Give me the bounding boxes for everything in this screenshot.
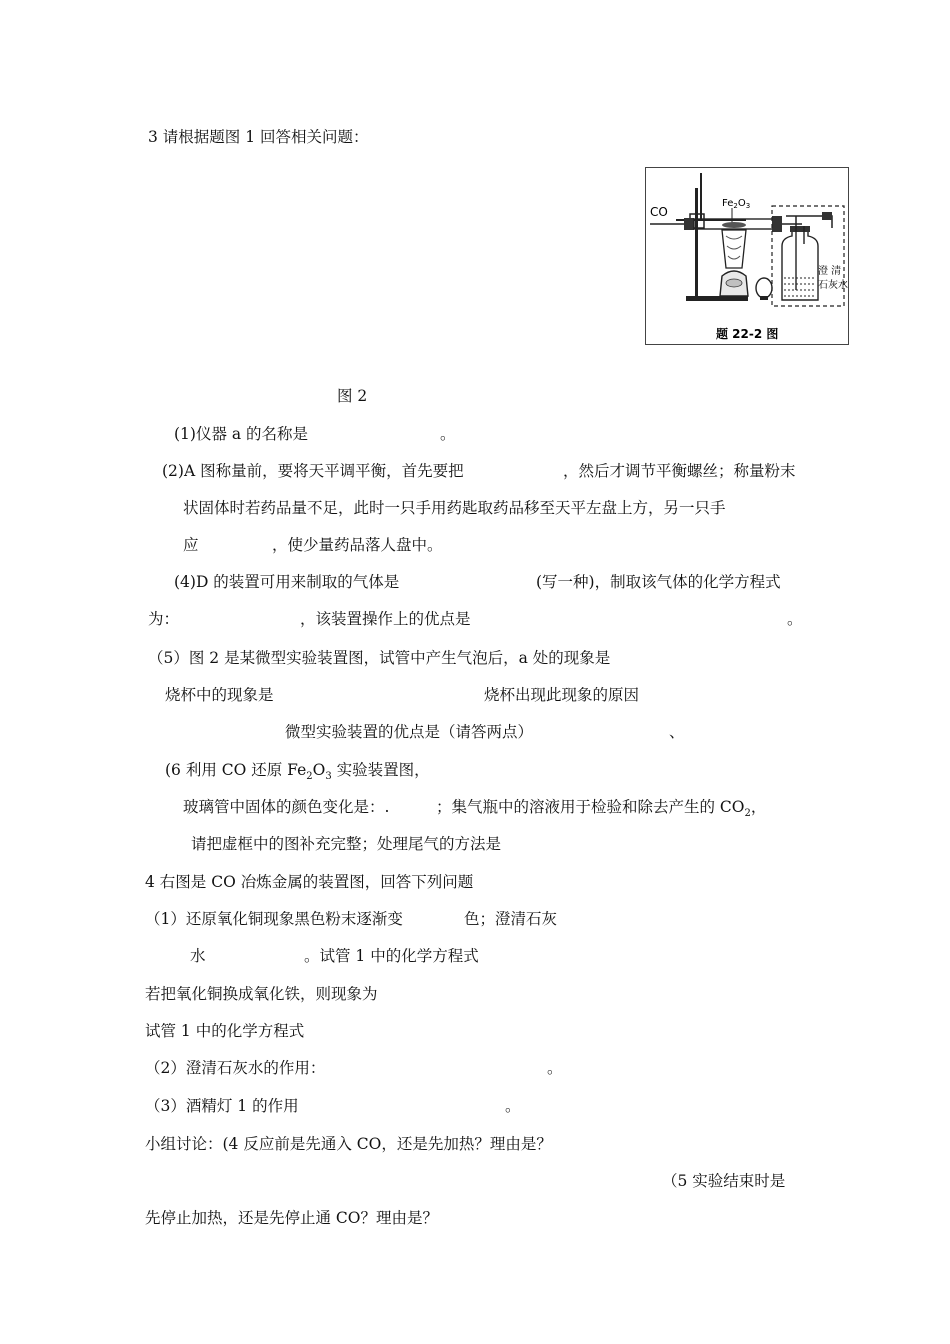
q3-part5-sep: 、 bbox=[669, 723, 685, 741]
q4-part1-text-d: 。试管 1 中的化学方程式 bbox=[304, 947, 479, 965]
q4-part1-text-a: （1）还原氧化铜现象黑色粉末逐渐变 bbox=[145, 910, 403, 928]
q4-part2-end: 。 bbox=[547, 1059, 563, 1077]
stopper-right bbox=[772, 216, 782, 232]
rubber-bulb bbox=[756, 278, 772, 298]
question-4-heading: 4 右图是 CO 冶炼金属的装置图，回答下列问题 bbox=[145, 873, 474, 891]
q3-part5-text-b: 烧杯中的现象是 bbox=[165, 686, 274, 704]
q4-part3-text: （3）酒精灯 1 的作用 bbox=[145, 1097, 299, 1115]
question-3-heading: 3 请根据题图 1 回答相关问题： bbox=[148, 128, 369, 146]
q3-part4-text-b: (写一种)，制取该气体的化学方程式 bbox=[536, 573, 781, 591]
q3-part5-text-c: 烧杯出现此现象的原因 bbox=[484, 686, 640, 704]
q3-part2-text-b: ，然后才调节平衡螺丝；称量粉末 bbox=[563, 462, 796, 480]
q3-part2-text-e: ，使少量药品落人盘中。 bbox=[272, 536, 443, 554]
q3-part6-text-a: (6 利用 CO 还原 $Fe_2O_3$ 实验装置图， bbox=[165, 761, 430, 782]
q4-part5-text-b: 先停止加热，还是先停止通 CO？理由是？ bbox=[145, 1209, 438, 1227]
figure-caption-inner: 题 22-2 图 bbox=[716, 327, 779, 341]
q3-part5-text-a: （5）图 2 是某微型实验装置图，试管中产生气泡后，a 处的现象是 bbox=[148, 649, 611, 667]
q3-part6-text-b: 玻璃管中固体的颜色变化是：. bbox=[183, 798, 390, 816]
q3-part4-end: 。 bbox=[787, 610, 803, 628]
q3-part4-text-d: ，该装置操作上的优点是 bbox=[300, 610, 471, 628]
figure-2-caption: 图 2 bbox=[337, 387, 368, 405]
q3-part5-text-d: 微型实验装置的优点是（请答两点） bbox=[285, 723, 534, 741]
q3-part2-text-c: 状固体时若药品量不足，此时一只手用药匙取药品移至天平左盘上方，另一只手 bbox=[183, 499, 726, 517]
limewater-label-line2: 石灰水 bbox=[818, 280, 848, 291]
q4-part1-text-c: 水 bbox=[190, 947, 206, 965]
q4-part2-text: （2）澄清石灰水的作用： bbox=[145, 1059, 326, 1077]
q4-part3-end: 。 bbox=[505, 1097, 521, 1115]
q3-part2-text-a: (2)A 图称量前，要将天平调平衡，首先要把 bbox=[162, 462, 464, 480]
co-label: CO bbox=[650, 205, 668, 219]
apparatus-diagram bbox=[646, 168, 848, 344]
fe2o3-label: $Fe_2O_3$ bbox=[722, 198, 751, 210]
q3-part1-text: (1)仪器 a 的名称是 bbox=[174, 425, 309, 443]
q3-part2-text-d: 应 bbox=[183, 536, 199, 554]
q3-part1-end: 。 bbox=[440, 425, 456, 443]
q3-part4-text-a: (4)D 的装置可用来制取的气体是 bbox=[174, 573, 400, 591]
co-reduction-apparatus-figure bbox=[645, 167, 849, 345]
stand-rod bbox=[695, 188, 698, 298]
q3-part6-text-c: ；集气瓶中的溶液用于检验和除去产生的 $CO_2$， bbox=[436, 798, 767, 819]
q4-part1-text-f: 试管 1 中的化学方程式 bbox=[145, 1022, 305, 1040]
q4-discussion-text: 小组讨论：(4 反应前是先通入 CO，还是先加热？理由是？ bbox=[145, 1135, 552, 1153]
q4-part1-text-b: 色；澄清石灰 bbox=[464, 910, 558, 928]
limewater-label-line1: 澄 清 bbox=[818, 266, 842, 277]
q4-part1-text-e: 若把氧化铜换成氧化铁，则现象为 bbox=[145, 985, 378, 1003]
stopper-left bbox=[684, 218, 694, 230]
fe2o3-powder bbox=[722, 222, 746, 228]
q3-part6-text-d: 请把虚框中的图补充完整；处理尾气的方法是 bbox=[191, 835, 502, 853]
q3-part4-text-c: 为： bbox=[148, 610, 180, 628]
q4-part5-text-a: （5 实验结束时是 bbox=[662, 1172, 786, 1190]
